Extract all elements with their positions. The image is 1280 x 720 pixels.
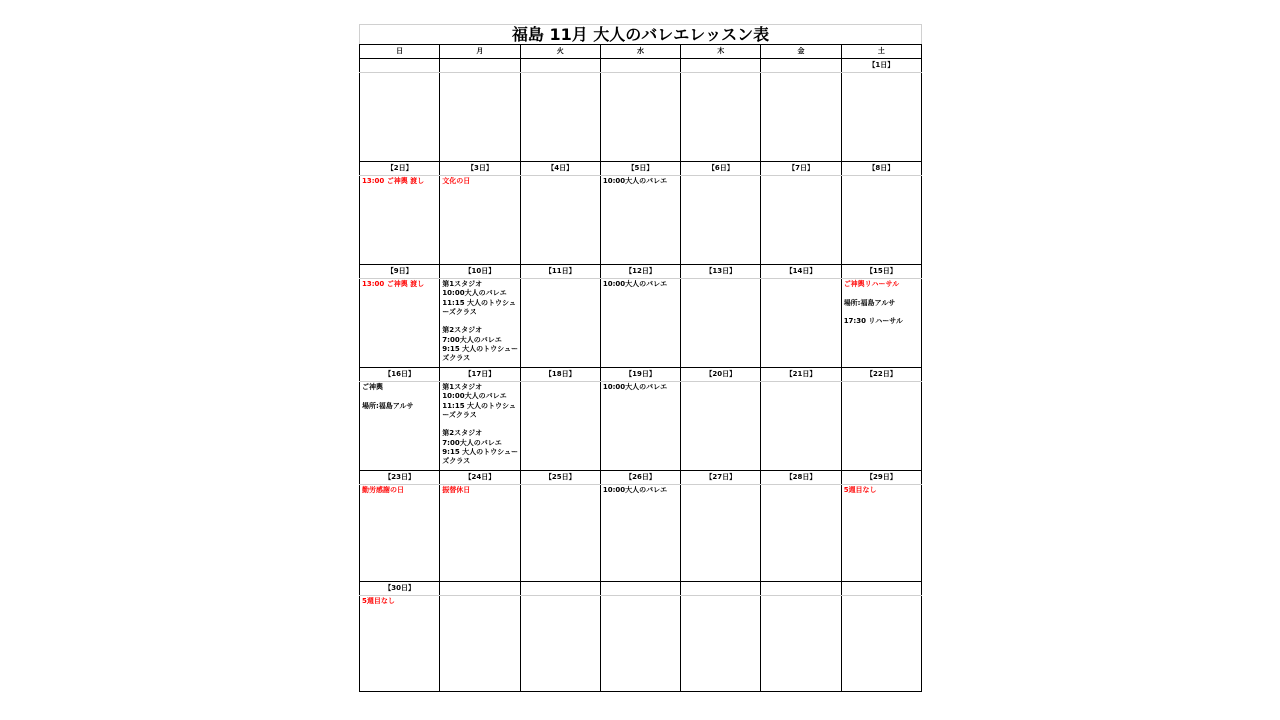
day-cell <box>520 176 600 265</box>
schedule-line: 10:00大人のバレエ <box>442 289 507 298</box>
day-cell <box>841 596 921 692</box>
day-cell <box>520 279 600 368</box>
date-label: 【4日】 <box>520 162 600 176</box>
day-cell <box>360 596 440 692</box>
date-label: 【1日】 <box>841 59 921 73</box>
date-label <box>520 582 600 596</box>
day-cell <box>600 485 680 582</box>
schedule-line: 10:00大人のバレエ <box>442 392 507 401</box>
day-schedule <box>601 382 680 470</box>
day-cell <box>440 382 520 471</box>
day-cell <box>761 485 841 582</box>
day-cell <box>440 596 520 692</box>
calendar-title: 福島 11月 大人のバレエレッスン表 <box>359 24 922 44</box>
date-label: 【19日】 <box>600 368 680 382</box>
schedule-line <box>844 289 920 298</box>
date-label: 【14日】 <box>761 265 841 279</box>
day-cell <box>761 176 841 265</box>
date-label: 【20日】 <box>681 368 761 382</box>
week-date-row <box>360 162 922 176</box>
date-label: 【27日】 <box>681 471 761 485</box>
day-cell <box>600 596 680 692</box>
schedule-line: 振替休日 <box>442 486 471 494</box>
day-schedule <box>521 485 600 581</box>
day-schedule <box>601 176 680 264</box>
schedule-line: 文化の日 <box>442 177 471 185</box>
week-date-row <box>360 265 922 279</box>
day-cell <box>360 485 440 582</box>
day-schedule <box>842 176 921 264</box>
date-label: 【10日】 <box>440 265 520 279</box>
schedule-line: ご神輿リハーサル <box>843 280 900 288</box>
schedule-line: 10:00大人のバレエ <box>602 280 668 288</box>
date-label: 【2日】 <box>360 162 440 176</box>
schedule-line: 7:00大人のバレエ <box>442 335 502 344</box>
day-schedule <box>440 382 519 470</box>
day-schedule <box>440 596 519 691</box>
day-schedule <box>521 176 600 264</box>
date-label <box>681 59 761 73</box>
day-schedule <box>601 485 680 581</box>
day-cell <box>841 176 921 265</box>
date-label: 【28日】 <box>761 471 841 485</box>
date-label <box>681 582 761 596</box>
schedule-line: 第2スタジオ <box>442 429 483 438</box>
schedule-line: 5週目なし <box>843 486 877 494</box>
schedule-line: 第1スタジオ <box>442 383 483 391</box>
date-label: 【18日】 <box>520 368 600 382</box>
schedule-line: 11:15 大人のトウシューズクラス <box>442 401 516 419</box>
date-label: 【8日】 <box>841 162 921 176</box>
week-body-row <box>360 382 922 471</box>
week-date-row <box>360 368 922 382</box>
day-cell <box>681 176 761 265</box>
week-body-row <box>360 73 922 162</box>
schedule-line: ご神輿 <box>362 383 383 391</box>
week-body-row <box>360 485 922 582</box>
date-label: 【6日】 <box>681 162 761 176</box>
day-schedule <box>440 279 519 367</box>
day-cell <box>841 382 921 471</box>
day-cell <box>761 382 841 471</box>
schedule-line: 第1スタジオ <box>442 280 483 288</box>
day-cell <box>681 279 761 368</box>
day-schedule <box>360 485 439 581</box>
date-label <box>761 59 841 73</box>
day-cell <box>841 485 921 582</box>
day-schedule <box>440 73 519 161</box>
day-schedule <box>360 596 439 691</box>
day-schedule <box>360 176 439 264</box>
day-cell <box>520 73 600 162</box>
day-schedule <box>681 176 760 264</box>
weekday-header: 金 <box>761 45 841 59</box>
day-schedule <box>440 485 519 581</box>
day-cell <box>600 382 680 471</box>
day-schedule <box>360 382 439 470</box>
day-schedule <box>761 382 840 470</box>
date-label: 【17日】 <box>440 368 520 382</box>
date-label <box>600 59 680 73</box>
day-schedule <box>440 176 519 264</box>
day-cell <box>360 176 440 265</box>
weekday-header: 木 <box>681 45 761 59</box>
day-schedule <box>521 73 600 161</box>
weekday-header: 月 <box>440 45 520 59</box>
weekday-header: 水 <box>600 45 680 59</box>
day-schedule <box>842 485 921 581</box>
schedule-line: 勤労感謝の日 <box>362 486 404 494</box>
week-body-row <box>360 596 922 692</box>
week-date-row <box>360 59 922 73</box>
date-label: 【3日】 <box>440 162 520 176</box>
date-label: 【23日】 <box>360 471 440 485</box>
day-cell <box>360 73 440 162</box>
schedule-line: 9:15 大人のトウシューズクラス <box>442 345 518 363</box>
day-schedule <box>761 176 840 264</box>
schedule-line <box>362 392 438 401</box>
date-label: 【9日】 <box>360 265 440 279</box>
date-label: 【22日】 <box>841 368 921 382</box>
week-body-row <box>360 279 922 368</box>
day-schedule <box>681 596 760 691</box>
date-label: 【16日】 <box>360 368 440 382</box>
schedule-line: 場所:福島アルサ <box>843 298 896 307</box>
day-cell <box>761 73 841 162</box>
date-label <box>520 59 600 73</box>
date-label <box>360 59 440 73</box>
day-cell <box>520 485 600 582</box>
weekday-header: 日 <box>360 45 440 59</box>
day-schedule <box>842 382 921 470</box>
schedule-line: 第2スタジオ <box>442 326 483 335</box>
day-cell <box>600 176 680 265</box>
day-cell <box>360 382 440 471</box>
day-cell <box>360 279 440 368</box>
day-schedule <box>681 73 760 161</box>
day-schedule <box>842 279 921 367</box>
schedule-line: 9:15 大人のトウシューズクラス <box>442 448 518 466</box>
calendar-sheet <box>359 24 922 692</box>
day-cell <box>520 596 600 692</box>
week-date-row <box>360 582 922 596</box>
day-schedule <box>360 279 439 367</box>
schedule-line <box>844 308 920 317</box>
day-schedule <box>842 596 921 691</box>
date-label <box>600 582 680 596</box>
schedule-line: 場所:福島アルサ <box>362 401 414 410</box>
schedule-line: 5週目なし <box>362 597 395 605</box>
day-cell <box>681 596 761 692</box>
schedule-line: 13:00 ご神輿 渡し <box>362 280 425 288</box>
weekday-header: 土 <box>841 45 921 59</box>
date-label: 【29日】 <box>841 471 921 485</box>
date-label: 【15日】 <box>841 265 921 279</box>
date-label: 【12日】 <box>600 265 680 279</box>
day-cell <box>841 73 921 162</box>
day-schedule <box>601 279 680 367</box>
day-schedule <box>761 485 840 581</box>
week-body-row <box>360 176 922 265</box>
day-cell <box>520 382 600 471</box>
day-schedule <box>761 73 840 161</box>
date-label: 【13日】 <box>681 265 761 279</box>
date-label <box>841 582 921 596</box>
day-cell <box>440 176 520 265</box>
date-label <box>761 582 841 596</box>
day-schedule <box>842 73 921 161</box>
schedule-line: 10:00大人のバレエ <box>602 177 668 185</box>
schedule-line: 7:00大人のバレエ <box>442 438 502 447</box>
date-label: 【30日】 <box>360 582 440 596</box>
day-cell <box>440 485 520 582</box>
date-label: 【11日】 <box>520 265 600 279</box>
day-schedule <box>360 73 439 161</box>
day-schedule <box>521 596 600 691</box>
day-schedule <box>761 596 840 691</box>
schedule-line: 10:00大人のバレエ <box>602 383 668 391</box>
day-cell <box>600 279 680 368</box>
date-label: 【25日】 <box>520 471 600 485</box>
date-label <box>440 582 520 596</box>
date-label: 【5日】 <box>600 162 680 176</box>
schedule-line: 13:00 ご神輿 渡し <box>362 177 425 185</box>
date-label: 【21日】 <box>761 368 841 382</box>
day-schedule <box>601 596 680 691</box>
schedule-line: 11:15 大人のトウシューズクラス <box>442 298 516 316</box>
date-label: 【7日】 <box>761 162 841 176</box>
day-schedule <box>521 382 600 470</box>
calendar-body <box>360 59 922 692</box>
week-date-row <box>360 471 922 485</box>
schedule-line: 17:30 リハーサル <box>843 317 903 326</box>
date-label: 【24日】 <box>440 471 520 485</box>
day-cell <box>761 279 841 368</box>
day-cell <box>841 279 921 368</box>
day-schedule <box>601 73 680 161</box>
day-schedule <box>521 279 600 367</box>
date-label <box>440 59 520 73</box>
day-cell <box>761 596 841 692</box>
day-cell <box>440 73 520 162</box>
date-label: 【26日】 <box>600 471 680 485</box>
schedule-line: 10:00大人のバレエ <box>602 486 668 494</box>
day-cell <box>681 73 761 162</box>
weekday-header-row <box>360 45 922 59</box>
day-schedule <box>681 279 760 367</box>
day-cell <box>681 485 761 582</box>
day-cell <box>600 73 680 162</box>
calendar-table <box>359 44 922 692</box>
weekday-header: 火 <box>520 45 600 59</box>
day-schedule <box>681 382 760 470</box>
day-cell <box>440 279 520 368</box>
day-cell <box>681 382 761 471</box>
day-schedule <box>761 279 840 367</box>
day-schedule <box>681 485 760 581</box>
